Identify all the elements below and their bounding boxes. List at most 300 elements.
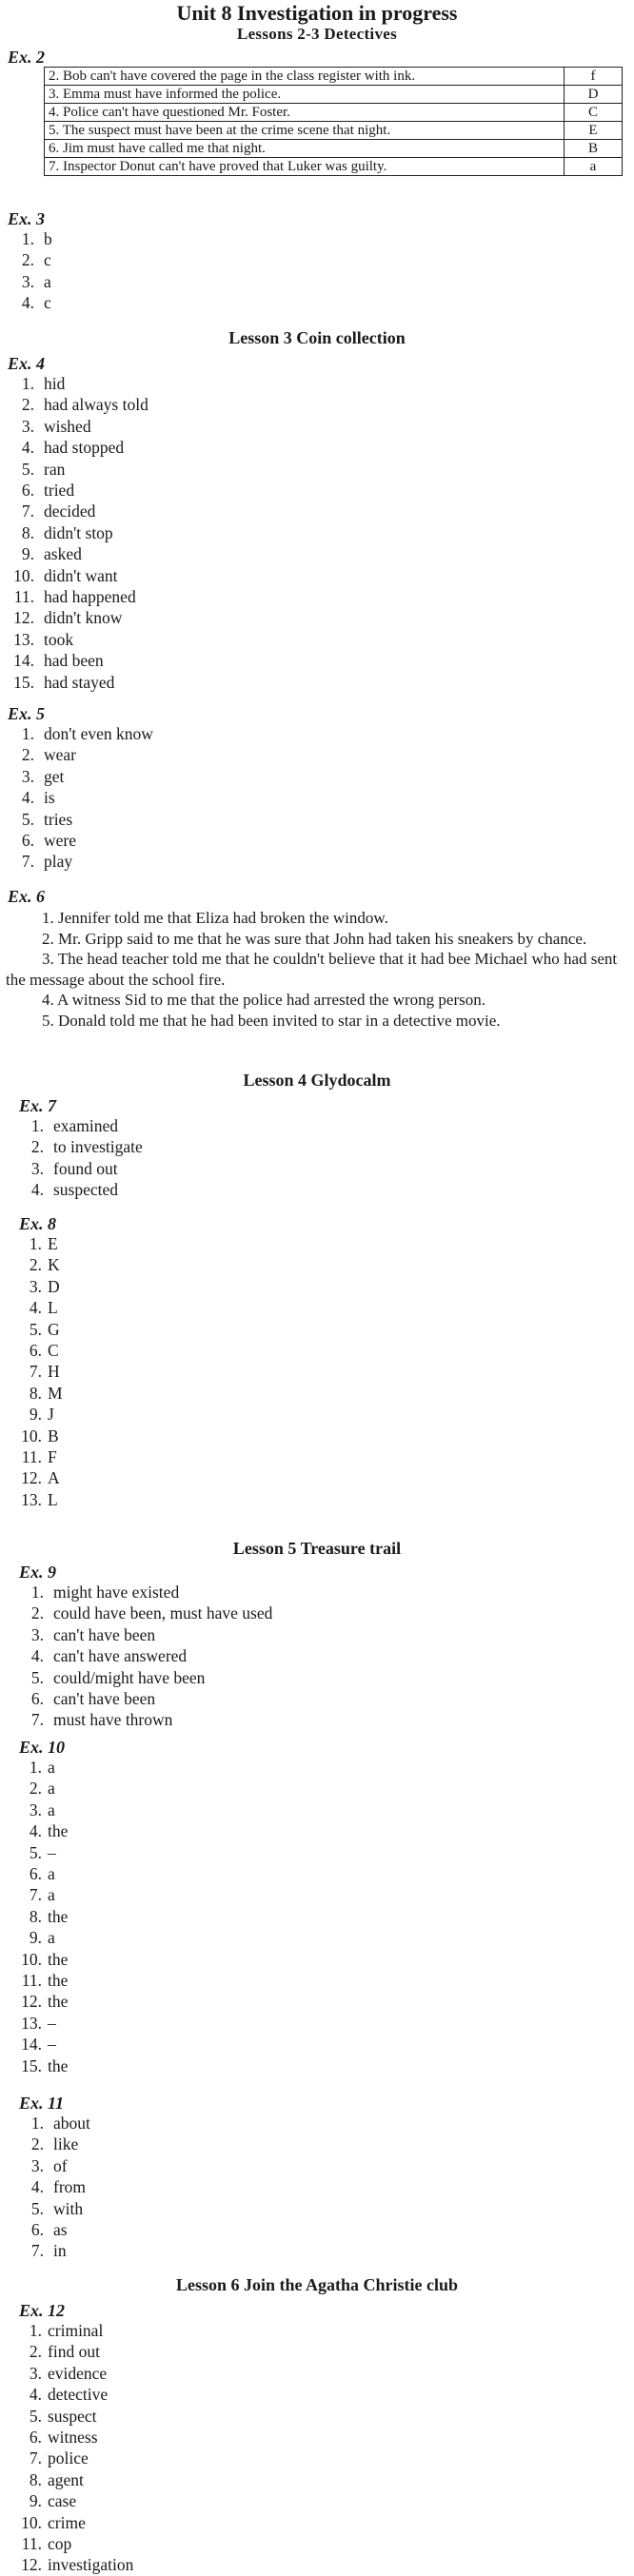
table-row <box>45 158 623 176</box>
item-answer: in <box>53 2241 67 2261</box>
item-number: 5. <box>29 1842 42 1862</box>
list-item <box>10 2406 634 2427</box>
item-number: 7. <box>29 1362 42 1382</box>
item-number: 10. <box>13 565 34 585</box>
item-answer: examined <box>53 1116 119 1135</box>
list-item <box>10 2055 634 2076</box>
list-item <box>10 2113 634 2134</box>
item-number: 1. <box>30 2114 44 2133</box>
exercise-9 <box>0 1563 634 1731</box>
list-item <box>0 394 634 415</box>
exercise-label: Ex. 4 <box>8 354 46 373</box>
list-item <box>10 1276 634 1297</box>
item-number: 2. <box>21 250 34 270</box>
exercise-4 <box>0 354 634 693</box>
item-number: 4. <box>30 1180 44 1200</box>
item-number: 11. <box>21 1447 42 1467</box>
item-number: 5. <box>29 2406 42 2426</box>
answer-cell: D <box>565 86 623 104</box>
item-answer: of <box>53 2155 68 2175</box>
item-number: 2. <box>29 1255 42 1275</box>
item-number: 6. <box>30 2220 44 2240</box>
list-item <box>10 1404 634 1425</box>
item-number: 3. <box>21 766 34 786</box>
list-item <box>10 1136 634 1157</box>
item-answer: C <box>48 1341 59 1361</box>
list-item <box>0 565 634 586</box>
item-answer: F <box>48 1447 57 1467</box>
list-item <box>10 2554 634 2575</box>
list-item <box>10 2427 634 2448</box>
item-answer: like <box>53 2134 79 2154</box>
list-item <box>10 2176 634 2197</box>
answer-sentence: 5. Donald told me that he had been invited to star in a detective movie. <box>42 1011 501 1030</box>
item-number: 3. <box>29 2363 42 2383</box>
list-item <box>10 1603 634 1623</box>
answer-cell: E <box>565 122 623 140</box>
item-answer: tries <box>44 809 73 829</box>
list-item <box>0 787 634 808</box>
item-number: 3. <box>21 271 34 291</box>
answer-list <box>0 1115 634 1201</box>
item-number: 2. <box>21 745 34 765</box>
item-answer: the <box>48 2055 69 2075</box>
item-answer: G <box>48 1319 60 1339</box>
item-answer: the <box>48 1992 69 2012</box>
list-item <box>0 228 634 249</box>
item-number: 7. <box>30 1710 44 1730</box>
item-answer: suspected <box>53 1180 119 1200</box>
item-answer: as <box>53 2220 68 2240</box>
exercise-label: Ex. 6 <box>8 887 46 906</box>
lesson-title: Lesson 6 Join the Agatha Christie club <box>175 2275 459 2294</box>
item-number: 6. <box>21 831 34 851</box>
exercise-10 <box>0 1738 634 2076</box>
list-item <box>10 1778 634 1799</box>
item-answer: wished <box>44 416 91 436</box>
item-answer: didn't want <box>44 565 118 585</box>
item-answer: J <box>48 1405 54 1425</box>
item-number: 8. <box>29 1383 42 1403</box>
list-item <box>10 1254 634 1275</box>
list-item <box>10 1820 634 1841</box>
item-number: 12. <box>13 608 34 628</box>
lesson-title: Lesson 5 Treasure trail <box>232 1539 402 1558</box>
list-item <box>10 2490 634 2511</box>
list-item <box>0 249 634 270</box>
sentence-cell: 3. Emma must have informed the police. <box>45 86 565 104</box>
answer-sentence: 2. Mr. Gripp said to me that he was sure that John had taken his sneakers by chance. <box>42 929 587 948</box>
list-item <box>0 851 634 872</box>
list-item <box>10 1949 634 1970</box>
list-item <box>10 2512 634 2533</box>
item-number: 3. <box>30 2155 44 2175</box>
item-number: 2. <box>21 395 34 415</box>
list-item <box>10 1233 634 1254</box>
item-number: 1. <box>21 229 34 248</box>
list-item <box>10 1489 634 1510</box>
sentence-cell: 4. Police can't have questioned Mr. Foster. <box>45 104 565 122</box>
table-row <box>45 68 623 86</box>
list-item <box>10 2469 634 2490</box>
item-answer: witness <box>48 2428 98 2448</box>
item-number: 7. <box>29 1885 42 1905</box>
item-answer: a <box>48 1928 55 1948</box>
item-answer: b <box>44 229 52 248</box>
item-number: 11. <box>13 587 34 607</box>
item-number: 3. <box>21 416 34 436</box>
list-item <box>0 522 634 543</box>
list-item <box>0 437 634 458</box>
answer-list <box>0 1233 634 1510</box>
table-row <box>45 86 623 104</box>
table-row <box>45 104 623 122</box>
list-item <box>10 1582 634 1603</box>
item-answer: a <box>48 1885 55 1905</box>
exercise-label: Ex. 3 <box>8 209 46 228</box>
answer-sentence: 3. The head teacher told me that he couldn't believe that it had bee Michael who had sent the message about the school fire. <box>6 950 618 989</box>
list-item <box>10 2448 634 2468</box>
item-answer: had happened <box>44 587 136 607</box>
lesson-5-heading <box>0 1538 634 1559</box>
item-answer: the <box>48 1821 69 1841</box>
lesson-title: Lesson 4 Glydocalm <box>243 1071 391 1090</box>
item-answer: B <box>48 1426 59 1445</box>
list-item <box>10 1842 634 1863</box>
answer-list <box>0 373 634 693</box>
list-item <box>10 1467 634 1488</box>
list-item <box>10 1446 634 1467</box>
answer-list <box>0 1757 634 2076</box>
item-number: 12. <box>21 1468 42 1488</box>
item-number: 6. <box>29 1341 42 1361</box>
item-answer: police <box>48 2448 89 2468</box>
item-number: 7. <box>21 852 34 872</box>
item-answer: M <box>48 1383 63 1403</box>
list-item <box>10 2363 634 2384</box>
item-number: 1. <box>21 374 34 393</box>
item-number: 7. <box>21 501 34 521</box>
item-number: 8. <box>21 522 34 542</box>
answer-list <box>0 1582 634 1731</box>
exercise-7 <box>0 1096 634 1201</box>
item-answer: get <box>44 766 65 786</box>
item-number: 14. <box>13 651 34 671</box>
item-answer: A <box>48 1468 60 1488</box>
item-number: 2. <box>30 1137 44 1157</box>
list-item <box>10 1906 634 1927</box>
exercise-label: Ex. 2 <box>8 48 46 67</box>
item-number: 14. <box>21 2035 42 2055</box>
list-item <box>0 373 634 394</box>
item-number: 4. <box>29 1821 42 1841</box>
exercise-label: Ex. 11 <box>19 2094 65 2113</box>
item-answer: a <box>44 271 51 291</box>
exercise-6 <box>0 887 634 1031</box>
item-answer: H <box>48 1362 60 1382</box>
item-answer: from <box>53 2177 87 2197</box>
list-item <box>10 1645 634 1666</box>
item-answer: to investigate <box>53 1137 143 1157</box>
item-answer: evidence <box>48 2363 108 2383</box>
item-answer: agent <box>48 2469 84 2489</box>
item-answer: can't have answered <box>53 1646 188 1666</box>
list-item <box>10 1319 634 1340</box>
item-answer: – <box>48 2035 56 2055</box>
exercise-label: Ex. 5 <box>8 704 46 723</box>
list-item <box>10 2219 634 2240</box>
list-item <box>10 1863 634 1884</box>
item-number: 10. <box>21 1949 42 1969</box>
item-answer: tried <box>44 481 75 501</box>
list-item <box>0 271 634 292</box>
table-row <box>45 122 623 140</box>
lesson-4-heading <box>0 1070 634 1091</box>
item-number: 5. <box>29 1319 42 1339</box>
list-item <box>10 1383 634 1404</box>
item-answer: c <box>44 250 51 270</box>
exercise-label: Ex. 12 <box>19 2301 66 2320</box>
item-answer: the <box>48 1971 69 1991</box>
item-number: 1. <box>21 724 34 743</box>
item-number: 5. <box>30 1667 44 1687</box>
list-item <box>10 2320 634 2341</box>
list-item <box>10 2155 634 2176</box>
item-answer: don't even know <box>44 724 153 743</box>
answer-cell: f <box>565 68 623 86</box>
exercise-label: Ex. 10 <box>19 1738 66 1757</box>
list-item <box>10 1884 634 1905</box>
item-answer: cop <box>48 2534 72 2554</box>
item-answer: investigation <box>48 2555 134 2575</box>
list-item <box>10 1927 634 1948</box>
item-number: 11. <box>21 1971 42 1991</box>
item-number: 9. <box>29 1405 42 1425</box>
item-answer: can't have been <box>53 1689 156 1709</box>
item-number: 9. <box>29 2491 42 2511</box>
lesson-title: Lesson 3 Coin collection <box>228 328 406 347</box>
item-number: 4. <box>21 438 34 458</box>
list-item <box>0 809 634 830</box>
answer-list <box>0 2113 634 2262</box>
item-number: 5. <box>21 809 34 829</box>
list-item <box>0 292 634 313</box>
item-number: 1. <box>29 1758 42 1777</box>
list-item <box>0 480 634 501</box>
exercise-label: Ex. 9 <box>19 1563 57 1582</box>
list-item <box>10 1991 634 2012</box>
item-number: 6. <box>30 1689 44 1709</box>
answer-list <box>0 2320 634 2576</box>
item-number: 2. <box>29 1779 42 1799</box>
answer-table <box>44 67 623 176</box>
answer-sentence: 1. Jennifer told me that Eliza had broken the window. <box>42 909 388 927</box>
item-number: 6. <box>21 481 34 501</box>
item-number: 13. <box>21 2013 42 2033</box>
exercise-label: Ex. 8 <box>19 1214 57 1233</box>
list-item <box>0 672 634 693</box>
list-item <box>10 1115 634 1136</box>
item-answer: must have thrown <box>53 1710 173 1730</box>
item-answer: is <box>44 788 55 808</box>
exercise-11 <box>0 2094 634 2262</box>
exercise-8 <box>0 1214 634 1510</box>
sentence-cell: 2. Bob can't have covered the page in the class register with ink. <box>45 68 565 86</box>
list-item <box>10 1709 634 1730</box>
item-answer: had stayed <box>44 672 115 692</box>
exercise-12 <box>0 2301 634 2576</box>
list-item <box>10 1688 634 1709</box>
list-item <box>0 766 634 787</box>
item-answer: with <box>53 2198 84 2218</box>
list-item <box>10 1158 634 1179</box>
item-answer: asked <box>44 544 82 564</box>
answer-list <box>0 228 634 314</box>
list-item <box>0 416 634 437</box>
list-item <box>10 1179 634 1200</box>
list-item <box>10 2240 634 2261</box>
item-number: 8. <box>29 1906 42 1926</box>
item-number: 4. <box>30 2177 44 2197</box>
list-item <box>10 1667 634 1688</box>
item-number: 9. <box>29 1928 42 1948</box>
item-answer: took <box>44 629 74 649</box>
sentence-cell: 6. Jim must have called me that night. <box>45 140 565 158</box>
exercise-2 <box>0 48 634 176</box>
list-item <box>10 1340 634 1361</box>
item-number: 13. <box>21 1489 42 1509</box>
lesson-subtitle: Lessons 2-3 Detectives <box>236 25 398 43</box>
list-item <box>10 2341 634 2362</box>
item-answer: a <box>48 1758 55 1777</box>
item-number: 7. <box>30 2241 44 2261</box>
answer-cell: a <box>565 158 623 176</box>
item-number: 1. <box>29 2321 42 2340</box>
item-answer: decided <box>44 501 96 521</box>
item-answer: the <box>48 1906 69 1926</box>
item-answer: suspect <box>48 2406 97 2426</box>
item-answer: a <box>48 1799 55 1819</box>
item-number: 6. <box>29 1864 42 1884</box>
item-answer: could/might have been <box>53 1667 206 1687</box>
item-number: 15. <box>21 2055 42 2075</box>
item-answer: criminal <box>48 2321 104 2340</box>
list-item <box>10 2134 634 2154</box>
list-item <box>10 2533 634 2554</box>
sentence-cell: 5. The suspect must have been at the crime scene that night. <box>45 122 565 140</box>
item-answer: find out <box>48 2342 100 2362</box>
item-number: 13. <box>13 629 34 649</box>
item-number: 4. <box>29 2385 42 2405</box>
item-number: 3. <box>30 1624 44 1644</box>
list-item <box>10 2198 634 2219</box>
item-answer: had always told <box>44 395 149 415</box>
item-number: 12. <box>21 2555 42 2575</box>
list-item <box>10 2384 634 2405</box>
list-item <box>0 586 634 607</box>
item-answer: had been <box>44 651 104 671</box>
item-answer: didn't stop <box>44 522 113 542</box>
list-item <box>0 459 634 480</box>
item-number: 7. <box>29 2448 42 2468</box>
item-number: 2. <box>29 2342 42 2362</box>
item-number: 12. <box>21 1992 42 2012</box>
item-number: 4. <box>30 1646 44 1666</box>
item-answer: didn't know <box>44 608 123 628</box>
item-answer: – <box>48 2013 56 2033</box>
item-number: 6. <box>29 2428 42 2448</box>
exercise-label: Ex. 7 <box>19 1096 57 1115</box>
item-answer: found out <box>53 1158 118 1178</box>
item-number: 2. <box>30 1603 44 1623</box>
lesson-6-heading <box>0 2274 634 2295</box>
answer-list <box>0 723 634 873</box>
item-answer: ran <box>44 459 66 479</box>
item-answer: wear <box>44 745 77 765</box>
item-answer: hid <box>44 374 66 393</box>
list-item <box>10 1426 634 1446</box>
item-answer: c <box>44 293 51 313</box>
item-answer: crime <box>48 2512 86 2532</box>
item-answer: might have existed <box>53 1583 180 1602</box>
item-number: 3. <box>29 1276 42 1296</box>
item-answer: E <box>48 1234 58 1253</box>
list-item <box>0 607 634 628</box>
item-answer: a <box>48 1864 55 1884</box>
item-answer: case <box>48 2491 77 2511</box>
sentence-cell: 7. Inspector Donut can't have proved that Luker was guilty. <box>45 158 565 176</box>
lesson-3-heading <box>0 327 634 348</box>
item-number: 5. <box>30 2198 44 2218</box>
list-item <box>10 1297 634 1318</box>
item-answer: L <box>48 1298 58 1318</box>
item-number: 8. <box>29 2469 42 2489</box>
item-number: 15. <box>13 672 34 692</box>
item-answer: L <box>48 1489 58 1509</box>
answer-cell: B <box>565 140 623 158</box>
item-number: 11. <box>21 2534 42 2554</box>
list-item <box>0 744 634 765</box>
page-header <box>0 0 634 43</box>
list-item <box>10 1799 634 1820</box>
list-item <box>10 2034 634 2055</box>
item-number: 10. <box>21 2512 42 2532</box>
item-answer: could have been, must have used <box>53 1603 273 1623</box>
item-answer: a <box>48 1779 55 1799</box>
exercise-5 <box>0 704 634 873</box>
item-answer: can't have been <box>53 1624 156 1644</box>
list-item <box>10 1757 634 1778</box>
item-number: 3. <box>30 1158 44 1178</box>
item-answer: play <box>44 852 73 872</box>
table-row <box>45 140 623 158</box>
item-number: 9. <box>21 544 34 564</box>
list-item <box>0 501 634 521</box>
item-number: 1. <box>29 1234 42 1253</box>
item-answer: the <box>48 1949 69 1969</box>
list-item <box>10 2013 634 2034</box>
item-number: 10. <box>21 1426 42 1445</box>
list-item <box>0 650 634 671</box>
item-number: 4. <box>21 788 34 808</box>
item-number: 4. <box>29 1298 42 1318</box>
item-number: 2. <box>30 2134 44 2154</box>
answer-sentence: 4. A witness Sid to me that the police had arrested the wrong person. <box>42 991 485 1009</box>
list-item <box>0 723 634 744</box>
unit-title: Unit 8 Investigation in progress <box>176 1 458 25</box>
item-answer: had stopped <box>44 438 125 458</box>
list-item <box>0 543 634 564</box>
